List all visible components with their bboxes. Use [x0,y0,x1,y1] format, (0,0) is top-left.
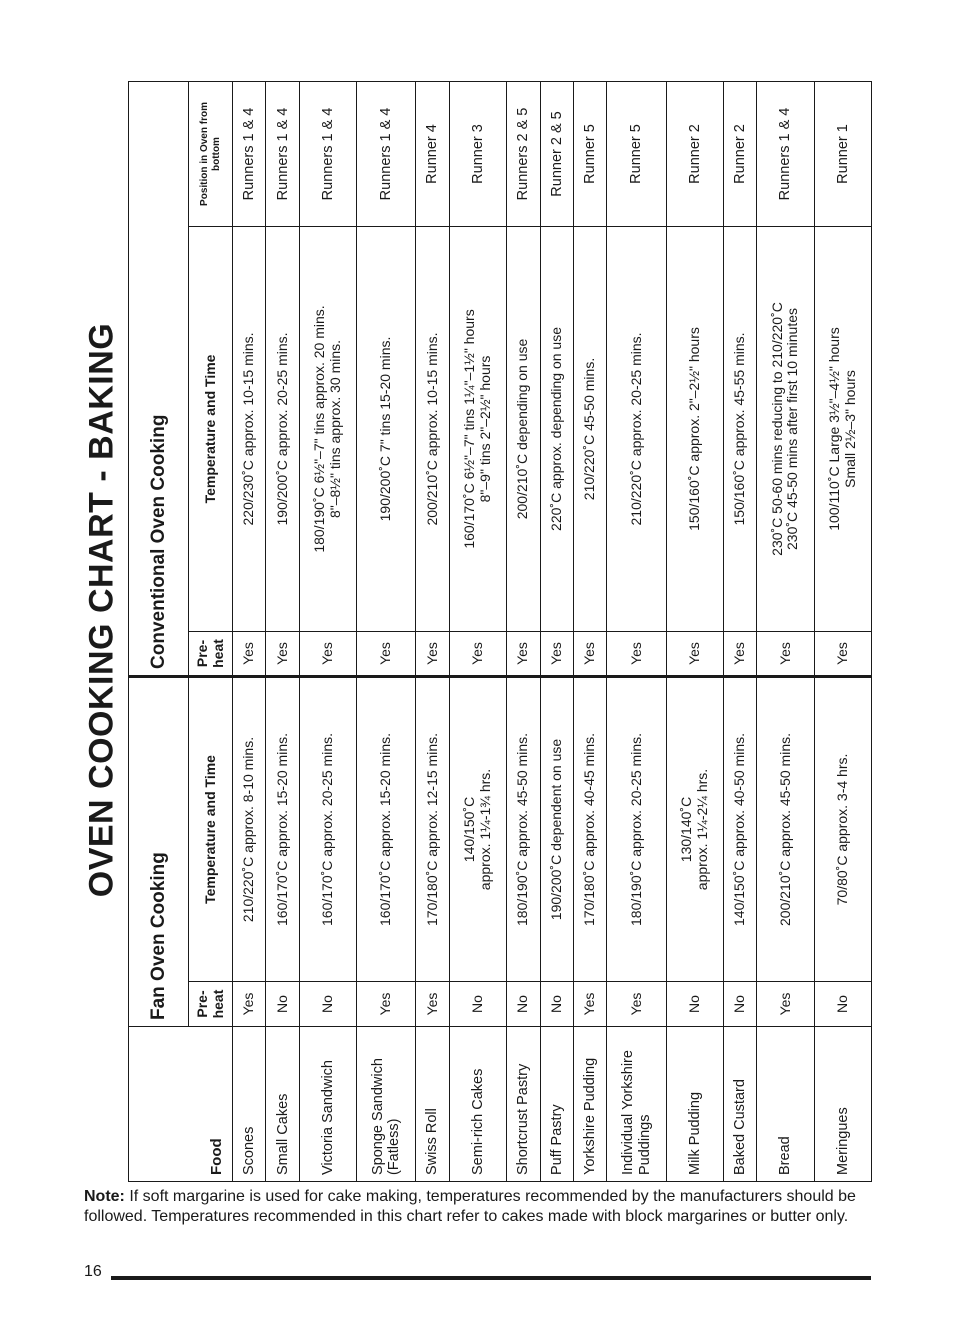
note-label: Note: [84,1188,125,1205]
conv-temp-line-1: 220/230˚C approx. 10-15 mins. [240,332,257,526]
conv-preheat-cell: Yes [357,631,416,676]
conv-temp-line-1: 190/200˚C 7" tins 15-20 mins. [377,336,394,522]
conv-temp-cell [666,226,723,631]
conv-temp-line-1: 210/220˚C 45-50 mins. [581,357,598,501]
position-cell: Runners 1 & 4 [357,81,416,226]
position-cell: Runners 1 & 4 [266,81,299,226]
conv-preheat-cell: Yes [723,631,756,676]
conv-preheat-cell: Yes [449,631,506,676]
fan-oven-group-header: Fan Oven Cooking [129,676,189,1026]
fan-preheat-cell: No [540,982,573,1027]
fan-temp-cell [574,676,607,981]
position-cell: Runner 3 [449,81,506,226]
conv-temp-line-1: 210/220˚C approx. 20-25 mins. [627,332,644,526]
fan-preheat-cell: No [666,982,723,1027]
fan-temp-line-1: 160/170˚C approx. 15-20 mins. [377,733,394,926]
conv-temp-cell [357,226,416,631]
table-row [416,81,449,1181]
food-cell: Milk Pudding [666,1027,723,1182]
table-row [233,81,266,1181]
conv-temp-cell [299,226,356,631]
food-cell: Puff Pastry [540,1027,573,1182]
fan-temp-line-1: 160/170˚C approx. 20-25 mins. [319,733,336,926]
fan-preheat-cell: Yes [757,982,814,1027]
food-cell: Shortcrust Pastry [507,1027,540,1182]
conv-preheat-header: Pre-heat [189,631,233,676]
fan-temp-time-header: Temperature and Time [189,676,233,981]
conv-temp-cell [814,226,871,631]
conv-temp-line-1: 150/160˚C approx. 45-55 mins. [731,332,748,526]
page-title: OVEN COOKING CHART - BAKING [82,322,121,898]
conv-temp-line-1: 100/110˚C Large 3½"–4½" hours [826,327,843,531]
fan-temp-line-2: approx. 1¼-2¼ hrs. [693,768,710,891]
conv-temp-line-2: 230˚C 45-50 mins after first 10 minutes [784,307,801,550]
fan-preheat-header: Pre-heat [189,982,233,1027]
position-cell: Runners 2 & 5 [507,81,540,226]
fan-preheat-cell: No [507,982,540,1027]
title-wrap [72,290,132,930]
conv-temp-cell [757,226,814,631]
conv-preheat-cell: Yes [666,631,723,676]
conv-temp-cell [574,226,607,631]
table-row [540,81,573,1181]
food-cell: Swiss Roll [416,1027,449,1182]
conv-temp-line-2: 8"–9" tins 2"–2½" hours [476,355,493,503]
conv-preheat-cell: Yes [607,631,666,676]
position-cell: Runners 1 & 4 [299,81,356,226]
table-row [757,81,814,1181]
conv-preheat-cell: Yes [266,631,299,676]
fan-temp-cell [814,676,871,981]
conv-temp-cell [266,226,299,631]
page-number: 16 [84,1263,102,1280]
fan-temp-line-2: approx. 1¼-1¾ hrs. [476,768,493,891]
fan-temp-cell [507,676,540,981]
fan-temp-line-1: 170/180˚C approx. 12-15 mins. [423,733,440,926]
food-column-header: Food [129,1027,233,1182]
fan-temp-line-1: 70/80˚C approx. 3-4 hrs. [833,753,850,906]
fan-temp-cell [607,676,666,981]
food-cell: Small Cakes [266,1027,299,1182]
fan-temp-line-1: 210/220˚C approx. 8-10 mins. [240,736,257,923]
chart-body [233,81,872,1181]
position-cell: Runner 4 [416,81,449,226]
fan-preheat-cell: No [449,982,506,1027]
table-row [299,81,356,1181]
conv-temp-cell [449,226,506,631]
position-cell: Runner 1 [814,81,871,226]
table-row [607,81,666,1181]
conv-temp-line-1: 220˚C approx. depending on use [547,327,564,531]
fan-preheat-cell: No [723,982,756,1027]
conv-preheat-cell: Yes [507,631,540,676]
table-row [574,81,607,1181]
fan-preheat-cell: No [814,982,871,1027]
conv-temp-cell [723,226,756,631]
table-row [666,81,723,1181]
fan-preheat-cell: Yes [416,982,449,1027]
conv-preheat-cell: Yes [540,631,573,676]
food-cell: Bread [757,1027,814,1182]
conv-preheat-cell: Yes [299,631,356,676]
conv-temp-cell [607,226,666,631]
conventional-oven-group-header: Conventional Oven Cooking [129,81,189,676]
food-cell: Semi-rich Cakes [449,1027,506,1182]
fan-preheat-cell: Yes [357,982,416,1027]
position-cell: Runner 2 [723,81,756,226]
conv-temp-line-1: 150/160˚C approx. 2"–2½" hours [685,327,702,531]
fan-temp-cell [233,676,266,981]
table-row [814,81,871,1181]
position-cell: Runner 2 & 5 [540,81,573,226]
table-row [357,81,416,1181]
conv-preheat-cell: Yes [814,631,871,676]
conv-temp-cell [507,226,540,631]
conv-temp-line-1: 160/170˚C 6½"–7" tins 1¼"–1½" hours [461,309,478,549]
food-cell: Victoria Sandwich [299,1027,356,1182]
fan-temp-cell [416,676,449,981]
table-row [507,81,540,1181]
position-header: Position in Oven from bottom [189,81,233,226]
note-text: If soft margarine is used for cake making, temperatures recommended by the manufacturers should be followed. Temperatures recommended in this chart refer to cakes made with block margarines or butter only. [84,1188,856,1226]
conv-preheat-cell: Yes [757,631,814,676]
conv-temp-line-1: 180/190˚C 6½"–7" tins approx. 20 mins. [311,305,328,553]
note [84,1187,874,1227]
conv-temp-line-1: 230˚C 50-60 mins reducing to 210/220˚C [768,302,785,556]
fan-temp-cell [757,676,814,981]
fan-temp-cell [666,676,723,981]
fan-temp-line-1: 200/210˚C approx. 45-50 mins. [776,733,793,926]
conv-temp-cell [416,226,449,631]
food-cell: Meringues [814,1027,871,1182]
footer-rule [111,1276,871,1280]
fan-temp-line-1: 140/150˚C approx. 40-50 mins. [731,733,748,926]
conv-temp-time-header: Temperature and Time [189,226,233,631]
food-cell: Sponge Sandwich (Fatless) [357,1027,416,1182]
fan-temp-line-1: 160/170˚C approx. 15-20 mins. [273,733,290,926]
position-cell: Runner 5 [574,81,607,226]
food-cell: Yorkshire Pudding [574,1027,607,1182]
fan-temp-cell [540,676,573,981]
fan-preheat-cell: Yes [607,982,666,1027]
fan-temp-cell [723,676,756,981]
fan-preheat-cell: No [299,982,356,1027]
fan-temp-cell [357,676,416,981]
conv-temp-line-2: 8"–8½" tins approx. 30 mins. [327,339,344,519]
position-cell: Runners 1 & 4 [757,81,814,226]
fan-preheat-cell: Yes [233,982,266,1027]
fan-temp-line-1: 170/180˚C approx. 40-45 mins. [581,733,598,926]
conv-temp-cell [233,226,266,631]
table-row [266,81,299,1181]
fan-temp-cell [299,676,356,981]
conv-temp-line-1: 200/210˚C depending on use [514,338,531,520]
fan-temp-line-1: 180/190˚C approx. 45-50 mins. [514,733,531,926]
conv-temp-line-2: Small 2½–3" hours [841,370,858,488]
conv-preheat-cell: Yes [574,631,607,676]
fan-temp-line-1: 130/140˚C [678,796,694,863]
table-row [723,81,756,1181]
fan-preheat-cell: No [266,982,299,1027]
food-cell: Baked Custard [723,1027,756,1182]
fan-temp-cell [266,676,299,981]
food-cell: Individual Yorkshire Puddings [607,1027,666,1182]
baking-chart-table [128,81,872,1182]
fan-temp-line-1: 190/200˚C dependent on use [547,738,564,921]
fan-temp-line-1: 180/190˚C approx. 20-25 mins. [627,733,644,926]
conv-preheat-cell: Yes [233,631,266,676]
fan-temp-cell [449,676,506,981]
position-cell: Runner 2 [666,81,723,226]
position-cell: Runner 5 [607,81,666,226]
fan-temp-line-1: 140/150˚C [461,796,478,863]
conv-preheat-cell: Yes [416,631,449,676]
conv-temp-line-1: 200/210˚C approx. 10-15 mins. [423,332,440,526]
table-row [449,81,506,1181]
fan-preheat-cell: Yes [574,982,607,1027]
conv-temp-line-1: 190/200˚C approx. 20-25 mins. [273,332,290,526]
conv-temp-cell [540,226,573,631]
position-cell: Runners 1 & 4 [233,81,266,226]
baking-chart-table-wrap [128,82,872,1182]
food-cell: Scones [233,1027,266,1182]
